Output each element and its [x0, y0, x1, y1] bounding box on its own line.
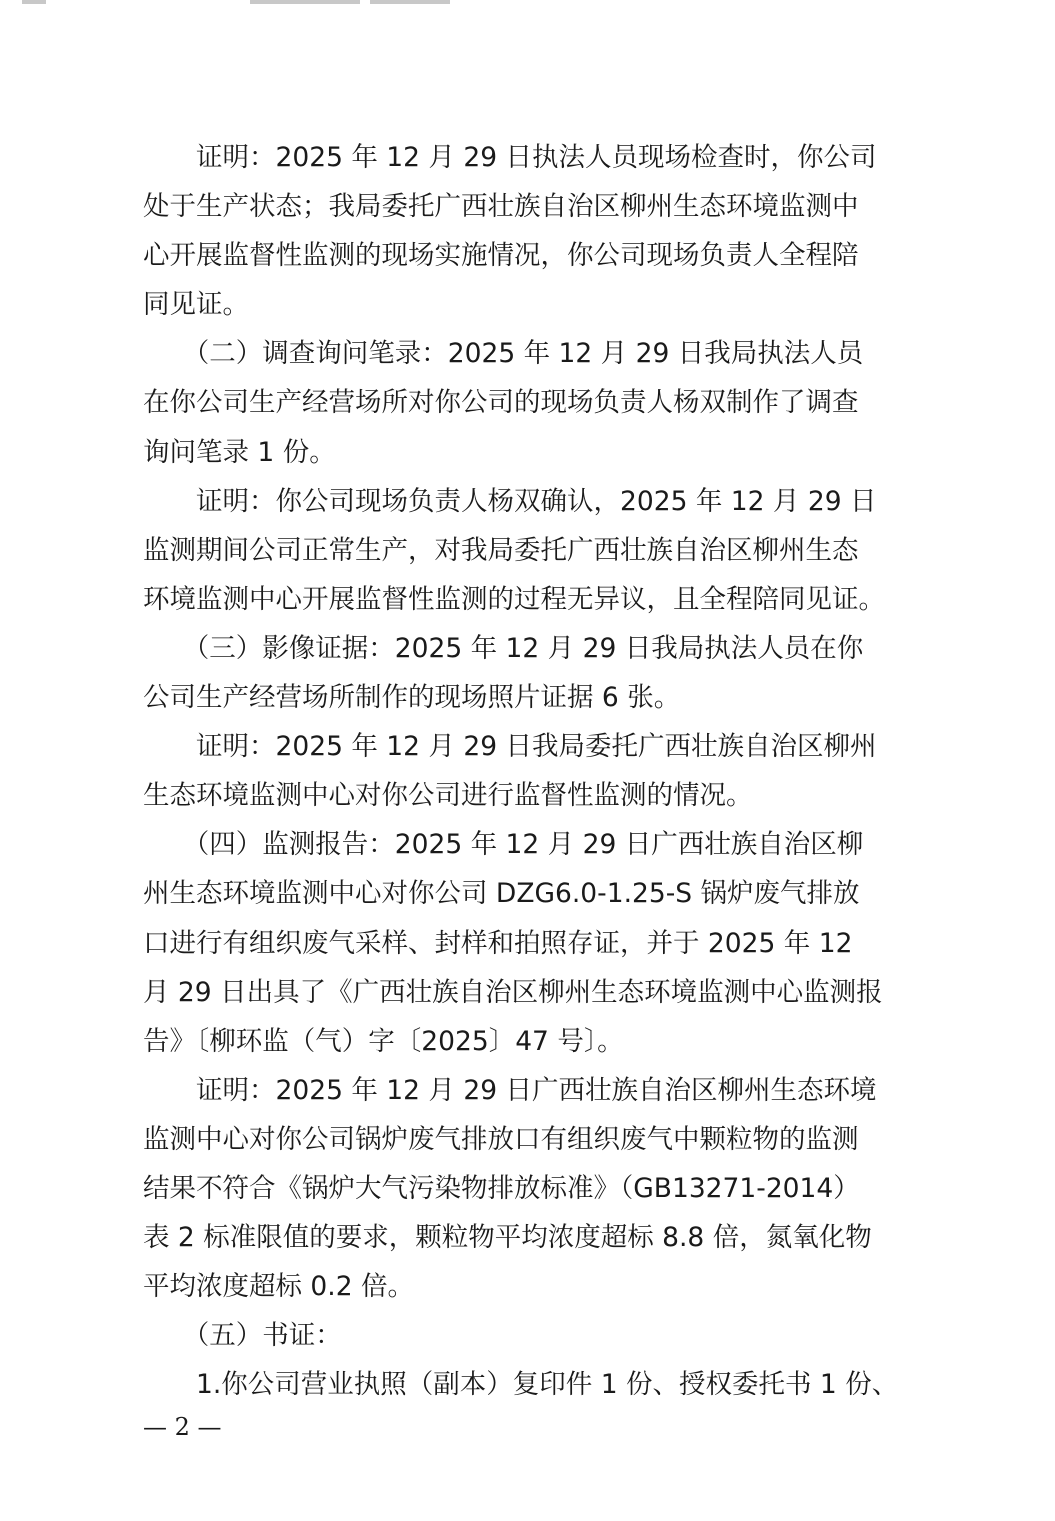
text-line: 心开展监督性监测的现场实施情况，你公司现场负责人全程陪	[143, 240, 859, 272]
scan-artifact-mark	[370, 0, 450, 4]
text-line: 在你公司生产经营场所对你公司的现场负责人杨双制作了调查	[143, 387, 859, 419]
text-line: 监测期间公司正常生产，对我局委托广西壮族自治区柳州生态	[143, 534, 859, 566]
text-line: 监测中心对你公司锅炉废气排放口有组织废气中颗粒物的监测	[143, 1123, 859, 1155]
text-line: 处于生产状态；我局委托广西壮族自治区柳州生态环境监测中	[143, 191, 859, 223]
scan-artifact-mark	[22, 0, 46, 4]
text-line: 州生态环境监测中心对你公司 DZG6.0-1.25-S 锅炉废气排放	[143, 878, 860, 910]
text-line: 同见证。	[143, 289, 249, 321]
scan-artifact-strip	[0, 0, 1055, 8]
text-line: 月 29 日出具了《广西壮族自治区柳州生态环境监测中心监测报	[143, 976, 883, 1008]
text-line: （二）调查询问笔录：2025 年 12 月 29 日我局执法人员	[143, 338, 864, 370]
text-line: 证明：2025 年 12 月 29 日执法人员现场检查时，你公司	[143, 142, 877, 173]
text-line: 环境监测中心开展监督性监测的过程无异议，且全程陪同见证。	[143, 583, 885, 615]
text-line: 证明：2025 年 12 月 29 日广西壮族自治区柳州生态环境	[143, 1074, 877, 1106]
text-line: 平均浓度超标 0.2 倍。	[143, 1271, 414, 1303]
document-body	[143, 133, 913, 1409]
text-line: 口进行有组织废气采样、封样和拍照存证，并于 2025 年 12	[143, 927, 853, 959]
text-line: （四）监测报告：2025 年 12 月 29 日广西壮族自治区柳	[143, 829, 864, 861]
text-line: 表 2 标准限值的要求，颗粒物平均浓度超标 8.8 倍，氮氧化物	[143, 1222, 872, 1254]
text-line: 证明：你公司现场负责人杨双确认，2025 年 12 月 29 日	[143, 485, 877, 517]
text-line: 公司生产经营场所制作的现场照片证据 6 张。	[143, 682, 681, 714]
text-line: 告》〔柳环监（气）字〔2025〕47 号〕。	[143, 1025, 624, 1057]
text-line: 生态环境监测中心对你公司进行监督性监测的情况。	[143, 780, 753, 812]
text-line: （五）书证：	[143, 1320, 342, 1352]
text-line: 询问笔录 1 份。	[143, 436, 336, 468]
page-number: — 2 —	[143, 1413, 222, 1441]
text-line: 证明：2025 年 12 月 29 日我局委托广西壮族自治区柳州	[143, 731, 877, 763]
scan-artifact-mark	[250, 0, 360, 4]
text-line: 1.你公司营业执照（副本）复印件 1 份、授权委托书 1 份、	[143, 1369, 899, 1401]
text-line: 结果不符合《锅炉大气污染物排放标准》（GB13271-2014）	[143, 1172, 860, 1204]
text-line: （三）影像证据：2025 年 12 月 29 日我局执法人员在你	[143, 632, 864, 664]
